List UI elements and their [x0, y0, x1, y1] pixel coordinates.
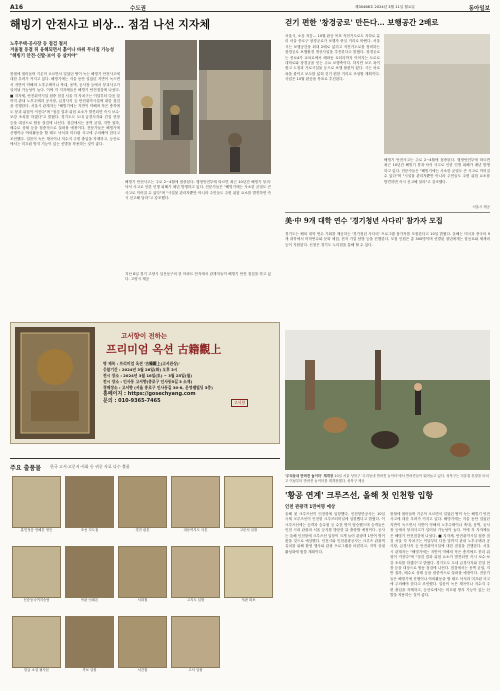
ad-line6[interactable]: 홈페이지 : https://gosechyang.com	[103, 391, 196, 397]
story1-photo	[125, 40, 197, 174]
ad-line3: 전시 장소 : 2024년 3월 16일(토) ~ 3월 25일(월)	[103, 373, 192, 378]
ad-item-image	[171, 476, 220, 528]
story1-sub3: "해빙기 안전·신발·보이 등 살커야"	[10, 54, 78, 59]
story4-body-2: 봄철에 접어들며 기온이 오르면서 얼었던 땅이 녹는 해빙기 안전사고에 대한 우려가 커지고 있다. 해빙기에는 겨울 동안 얼었던 지반이 녹으면서 지반이 약해져 노후주택이나 축대, 옹벽, 공사장 등에서 붕괴사고가 일어날 가능성이 높다. 이에 각 지자체들은 해빙기 안전점검에 나섰다. ■ 지자체, 안전취약시설 집중 점검 서울 각 자치구는 이달부터 다음 달까지 관내 노후주택과 공사장, 급경사지 등 안전취약시설에 대한 점검을 진행한다. 서울시 관계자는 "해빙기에는 지반이 약해져 작은 충격에도 붕괴 위험이 커진다"며 "점검 결과 위험 요소가 발견되면 즉시 보수·보강 조치를 하겠다"고 밝혔다. 경기도도 도내 급경사지와 건설 현장 등을 대상으로 합동 점검에 나선다. 점검에서는 옹벽 균열, 지반 침하, 배수로 상태 등을 집중적으로 살펴볼 예정이다. 전문가들은 해빙기에 산행이나 야외활동을 할 때도 낙석과 미끄럼 사고에 주의해야 한다고 조언했다. 얼음이 녹은 계곡이나 저수지 주변 출입을 자제하고, 등산로에서는 미끄럼 방지 기능이 있는 신발을 착용하는 것이 좋다.	[390, 512, 490, 598]
ad-item	[224, 476, 273, 542]
issue-date: 제30468호 2024년 3월 11일 월요일	[355, 5, 415, 9]
dog-park-photo	[285, 330, 490, 470]
story1-body: 봄철에 접어들며 기온이 오르면서 얼었던 땅이 녹는 해빙기 안전사고에 대한 우려가 커지고 있다. 해빙기에는 겨울 동안 얼었던 지반이 녹으면서 지반이 약해져 노후주택이나 축대, 옹벽, 공사장 등에서 붕괴사고가 일어날 가능성이 높다. 이에 각 지자체들은 해빙기 안전점검에 나섰다. ■ 지자체, 안전취약시설 집중 점검 서울 각 자치구는 이달부터 다음 달까지 관내 노후주택과 공사장, 급경사지 등 안전취약시설에 대한 점검을 진행한다. 서울시 관계자는 "해빙기에는 지반이 약해져 작은 충격에도 붕괴 위험이 커진다"며 "점검 결과 위험 요소가 발견되면 즉시 보수·보강 조치를 하겠다"고 밝혔다. 경기도도 도내 급경사지와 건설 현장 등을 대상으로 합동 점검에 나선다. 점검에서는 옹벽 균열, 지반 침하, 배수로 상태 등을 집중적으로 살펴볼 예정이다. 전문가들은 해빙기에 산행이나 야외활동을 할 때도 낙석과 미끄럼 사고에 주의해야 한다고 조언했다. 얼음이 녹은 계곡이나 저수지 주변 출입을 자제하고, 등산로에서는 미끄럼 방지 기능이 있는 신발을 착용하는 것이 좋다.	[10, 72, 120, 147]
ad-item	[12, 476, 61, 542]
ad-artwork	[15, 327, 95, 439]
story2-caption: 서울시 제공	[472, 205, 490, 209]
ad-line4: 전시 장소 : 인사동 고서향(종로구 인사동5길 3 소재)	[103, 379, 193, 384]
ad-item-label: 서화첩	[137, 598, 148, 602]
ad-item	[118, 546, 167, 612]
ad-item-image	[12, 546, 61, 598]
story2-photo	[384, 34, 490, 154]
ad-title2-han: 古籍觀上	[177, 343, 222, 356]
ad-item	[65, 616, 114, 682]
ad-logo: 고서향	[231, 399, 248, 407]
ad-item-image	[65, 616, 114, 668]
story3-body: 경기도는 해외 대학 연수 기회를 제공하는 '경기청년 사다리' 프로그램 참가자를 모집한다고 10일 밝혔다. 올해는 미국과 중국의 9개 대학에서 어학연수와 문화 체험, 현지 기업 탐방 등을 진행한다. 모집 인원은 총 300명이며 선발된 청년에게는 항공료와 체재비 등이 지원된다. 신청은 경기도 누리집을 통해 할 수 있다.	[285, 232, 490, 247]
page-number: A16	[10, 4, 23, 11]
story4-body: 올해 첫 크루즈선이 인천항에 입항했다. 인천항만공사는 10일 국제 크루즈선이 인천항 크루즈터미널에 입항했다고 밝혔다. 이 크루즈선에는 승객과 승무원 등 수천 명이 탑승했으며 승객들은 인천 시내 관광과 서울 등지를 방문한 뒤 출항할 예정이다. 공사는 올해 인천항에 크루즈선 입항이 크게 늘어 관광객 1만여 명이 찾을 것으로 예상했다. 인천시와 인천관광공사는 크루즈 관광객 유치를 위해 환영 행사와 관광 프로그램을 마련하고, 지역 상권 활성화에 힘쓸 계획이다.	[285, 512, 385, 554]
ad-item-image	[12, 616, 61, 668]
ad-item-image	[171, 546, 220, 598]
ad-title1: 고서향이 전하는	[121, 332, 168, 340]
ad-title2	[106, 341, 221, 357]
ad-item	[171, 476, 220, 542]
ad-item	[65, 546, 114, 612]
ad-grid-subtitle: 한국 고서·고문서·서화 등 귀중 자료 다수 출품	[50, 464, 130, 469]
ad-item-label: 석판 화보	[241, 598, 256, 602]
page-header	[10, 4, 490, 12]
ad-item-image	[65, 476, 114, 528]
auction-ad	[10, 322, 280, 444]
story4-headline: '황공 연계' 크루즈선, 올해 첫 인천항 입항	[285, 490, 434, 500]
ad-item-image	[224, 546, 273, 598]
section-name: 수도권	[130, 6, 146, 12]
ad-item	[171, 616, 220, 682]
ad-line2: 응찰기간 : 2024년 3월 26일(화) 오후 3시	[103, 367, 178, 372]
ad-item-image	[65, 546, 114, 598]
ad-item-label: 훈민정음 언해본 영인	[20, 528, 53, 532]
ad-item-label: 목판 인쇄본	[80, 598, 99, 602]
story1-sub2: 겨울철 동결 뒤 융해되면서 흙이나 바위 무너질 가능성	[10, 48, 115, 53]
ad-item-label: 고지도 일괄	[186, 598, 205, 602]
dog-caption-text: 10일 서울 성북구 '우리동네 반려견 놀이터'에서 반려견들이 뛰어놀고 있다. 성북구는 겨울철 휴장을 마치고 이날부터 반려견 놀이터를 재개장했다. 성북구 제공	[285, 474, 489, 483]
newspaper-name: 동아일보	[468, 6, 490, 12]
ad-item	[12, 546, 61, 612]
ad-line5: 경매장소 : 고서향 (서울 종로구 인사동길 30-8, 운영쌤빌딩 3층)	[103, 385, 213, 390]
ad-item-label: 족보 일괄	[82, 668, 97, 672]
ad-line7: 문의 : 010-9365-7465	[103, 398, 161, 404]
story3-headline: 美·中 9개 대학 연수 '경기청년 사다리' 참가자 모집	[285, 216, 443, 225]
story2-body-right: 해빙기 안전사고는 주로 2~4월에 집중된다. 행정안전부에 따르면 최근 10년간 해빙기 붕괴·낙석 사고로 인한 인명 피해가 매년 발생하고 있다. 전문가들은 "해빙기에는 사소한 균열도 큰 사고로 이어질 수 있다"며 "시설물 관리자뿐만 아니라 주민들도 주변 위험 요소를 발견하면 즉시 신고해 달라"고 강조했다.	[384, 158, 490, 184]
ad-item-label: 신증동국여지승람	[23, 598, 50, 602]
ad-grid-title: 주요 출품물	[10, 465, 42, 472]
ad-line1: 명 제목 : 프리미엄 옥션 '古籍觀上(고서관상)'	[103, 361, 180, 366]
ad-item	[171, 546, 220, 612]
ad-item-label: 고문서 일괄	[239, 528, 258, 532]
story1-sub1: 노후주택·공사장 등 점검 철저	[10, 42, 68, 47]
story1-photo-2	[199, 40, 271, 174]
ad-item-label: 서간첩	[137, 668, 148, 672]
ad-item-image	[118, 616, 167, 668]
ad-title2-main: 프리미엄 옥션	[106, 343, 174, 356]
dog-caption-title: '우리동네 반려견 놀이터' 재개장	[285, 474, 334, 478]
ad-item	[118, 616, 167, 682]
story1-headline: 해빙기 안전사고 비상… 점검 나선 지자체	[10, 18, 211, 31]
divider-2	[285, 486, 490, 487]
ad-item-label: 조선 지도첩	[80, 528, 99, 532]
story2-headline: 걷기 편한 '창경궁로' 만든다… 보행공간 2배로	[285, 18, 439, 27]
ad-item-label: 대동여지도 사본	[183, 528, 208, 532]
ad-item-label: 고서 일괄	[188, 668, 203, 672]
ad-item-image	[171, 616, 220, 668]
middle-caption: 지난 8일 경기 고양시 일산동구의 한 아파트 단지에서 관계자들이 해빙기 안전 점검을 하고 있다. 고양시 제공	[125, 272, 271, 282]
ad-item	[65, 476, 114, 542]
ad-item-image	[118, 476, 167, 528]
ad-item-image	[224, 476, 273, 528]
ad-item-label: 경전 판본	[135, 528, 150, 532]
ad-item	[224, 546, 273, 612]
ad-details	[103, 361, 275, 405]
story1-body-col: 해빙기 안전사고는 주로 2~4월에 집중된다. 행정안전부에 따르면 최근 10년간 해빙기 붕괴·낙석 사고로 인한 인명 피해가 매년 발생하고 있다. 전문가들은 "해빙기에는 사소한 균열도 큰 사고로 이어질 수 있다"며 "시설물 관리자뿐만 아니라 주민들도 주변 위험 요소를 발견하면 즉시 신고해 달라"고 강조했다.	[125, 180, 271, 201]
story1-subheads	[10, 42, 120, 60]
story2-body: 서울시, 소음 저감… 10월 완공 목표 자전거도로도 지하로 분리 서울 종로구 창경궁로가 보행자 중심 거리로 바뀐다. 서울시는 보행공간을 최대 2배로 넓히고 자전거도로를 정비하는 창경궁로 보행환경 개선사업을 추진한다고 밝혔다. 창경궁로는 종로4가 교차로에서 혜화동 로터리까지 이어지는 도로로 대학로와 창경궁을 잇는 주요 보행축이다. 하지만 보도 폭이 좁고 노점과 가로시설물 등으로 보행 불편이 컸다. 시는 차로 폭을 줄이고 보도를 넓혀 걷기 편한 거리로 조성할 계획이다. 사업은 10월 완공을 목표로 추진된다.	[285, 34, 380, 82]
ad-item-label: 한글 소설 필사본	[23, 668, 50, 672]
story4-sub: 인천 관광객 1만여명 예상	[285, 505, 336, 510]
ad-item	[118, 476, 167, 542]
ad-item	[12, 616, 61, 682]
dog-photo-caption	[285, 474, 490, 483]
divider	[285, 212, 490, 213]
ad-item-image	[118, 546, 167, 598]
ad-item-image	[12, 476, 61, 528]
